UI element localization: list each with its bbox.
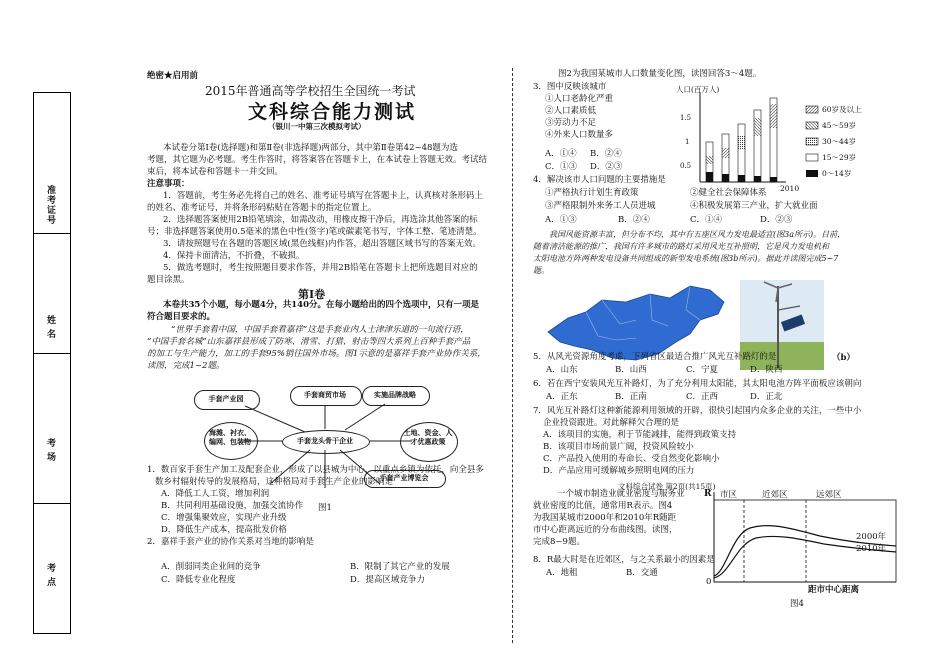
figure-4-origin: 0 (706, 577, 712, 587)
passage-line: 为我国某城市2000年和2010年R随距 (533, 513, 677, 523)
secret-label: 绝密★启用前 (147, 71, 199, 81)
figure-1-label-industrial-park: 手套产业园 (208, 394, 244, 403)
passage-line: 市中心距离远近的分布曲线图。读图， (533, 525, 678, 535)
section-desc-line: 符合题目要求的。 (147, 312, 216, 322)
question-4 (533, 174, 666, 186)
question-4-answer: C．①④ (690, 215, 723, 225)
question-3 (533, 81, 613, 141)
question-4-answer: A．①③ (545, 215, 577, 225)
question-3-answer: D．②③ (590, 162, 623, 172)
passage-line: “中国手套名城”山东嘉祥县形成了防寒、滑雪、打猎、射击等四大系列上百种手套产品 (147, 337, 471, 347)
figure-4-zone-urban: 市区 (720, 490, 738, 500)
notice-line: 2．选择题答案使用2B铅笔填涂，如需改动，用橡皮擦干净后，再选涂其他答案的标 (163, 215, 478, 225)
question-5-option: C．宁夏 (686, 365, 719, 375)
question-2-stem: 2．嘉祥手套产业的协作关系对当地的影响是 (147, 537, 314, 547)
figure-1-label-brand-strategy: 实施品牌战略 (374, 390, 416, 399)
passage-line: 我国风能资源丰富，但分布不均，其中有五座区风力发电最适宜(图3a所示)。目前， (549, 230, 846, 239)
column-divider (512, 68, 513, 643)
passage-line: 完成8~9题。 (533, 537, 585, 547)
question-4-item: ②健全社会保障体系 (690, 188, 767, 198)
question-6-option: C．正西 (686, 392, 719, 402)
figure-2-tick: 1.5 (680, 114, 692, 122)
figure-4-y-axis: R (704, 489, 712, 499)
figure-4-zone-near: 近郊区 (762, 490, 788, 500)
figure-2-tick: 0.5 (680, 162, 692, 170)
question-2-option: D．提高区域竞争力 (350, 575, 425, 585)
question-3-item: ②人口素质低 (545, 106, 597, 116)
figure-1-label-policy: 土地、资金、人才优惠政策 (403, 428, 453, 446)
figure-1-label-expo: 手套产业博览会 (379, 473, 429, 482)
question-4-item: ③严格限制外来务工人员进城 (545, 201, 656, 211)
passage-1 (147, 324, 486, 372)
section-title: 第Ⅰ卷 (298, 288, 326, 301)
question-6-option: D．正北 (750, 392, 783, 402)
figure-2-y-title: 人口(百万人) (676, 85, 720, 94)
figure-2-legend-label: 60岁及以上 (822, 105, 862, 114)
question-5-option: D．陕西 (750, 365, 783, 375)
passage-line: 题。 (533, 266, 549, 275)
question-7-stem: 企业投资跟进。对此解释欠合理的是 (543, 418, 680, 428)
question-8-option: B．交通 (626, 568, 658, 578)
exam-year-title: 2015年普通高等学校招生全国统一考试 (205, 84, 416, 98)
figure-2-legend-label: 45～59岁 (822, 121, 857, 130)
question-2-option: A．削弱同类企业间的竞争 (161, 562, 261, 572)
passage-line: 的加工与生产能力，加工的手套95%销往国外市场。图1示意的是嘉祥手套产业协作关系， (147, 349, 486, 359)
notice-line: 号；非选择题答案使用0.5毫米的黑色中性(签字)笔或碳素笔书写，字体工整、笔迹清楚。 (147, 227, 482, 237)
question-3-answer: B．②④ (590, 149, 622, 159)
figure-4-label-2010: 2010年 (856, 544, 887, 554)
intro-line: 考题，其它题为必考题。考生作答时，将答案答在答题卡上，在本试卷上答题无效。考试结 (147, 155, 488, 165)
binding-strip (33, 92, 71, 634)
intro-block (147, 142, 487, 286)
passage-line: 读图，完成1~2题。 (147, 361, 225, 371)
strip-label-exam-number: 准考证号 (45, 185, 55, 225)
question-8-stem: 8．R最大时是在近郊区，与之关系最小的因素是 (533, 555, 715, 565)
passage-line: 就业密度的比值，通常用R表示。图4 (533, 501, 673, 511)
question-3-answer: C．①③ (545, 162, 578, 172)
question-2-option: C．降低专业化程度 (161, 575, 236, 585)
question-7 (533, 405, 861, 477)
question-7-option: A．该项目的实施，利于节能减排，能得到政策支持 (543, 430, 737, 440)
question-1-option: C．增强集聚效应，实现产业升级 (161, 513, 287, 523)
passage-4 (533, 488, 685, 548)
question-4-stem: 4．解决该市人口问题的主要措施是 (533, 175, 666, 185)
figure-1-label-trade-market: 手套商贸市场 (304, 390, 346, 399)
exam-sub-title: （银川一中第三次模拟考试） (268, 122, 366, 131)
question-1-stem: 1．数百家手套生产加工及配套企业，形成了以县城为中心，以重点乡镇为依托，向全县多 (147, 465, 484, 475)
figure-2-legend-label: 15～29岁 (822, 153, 857, 162)
figure-2-tick: 1 (685, 138, 690, 146)
notice-line: 题目涂黑。 (147, 275, 190, 285)
passage-line: “世界手套看中国，中国手套看嘉祥”这是手套业内人士津津乐道的一句流行语， (171, 325, 469, 335)
figure-2-legend (806, 106, 818, 177)
page-footer: 文科综合试卷 第2页(共15页) (618, 482, 716, 491)
notice-line: 3．请按照题号在各题的答题区域(黑色线框)内作答，超出答题区域书写的答案无效。 (163, 239, 482, 249)
strip-cell-exam-number (34, 93, 70, 234)
figure-2-chart (676, 84, 890, 194)
question-5-option: B．山西 (615, 365, 647, 375)
exam-main-title: 文科综合能力测试 (248, 101, 417, 123)
passage-line: 随着清洁能源的推广，我国有许多城市的路灯采用风光互补照明，它是风力发电机和 (533, 242, 829, 251)
strip-label-site: 考 点 (45, 563, 55, 588)
figure-2-x-label: 2010 (780, 184, 800, 193)
intro-line: 束后，将本试卷和答题卡一并交回。 (147, 167, 284, 177)
figure-2-legend-label: 30～44岁 (822, 137, 857, 146)
question-4-answer: B．②④ (618, 215, 650, 225)
question-3-answer: A．①④ (545, 149, 577, 159)
question-1 (147, 464, 484, 548)
question-5 (533, 351, 776, 363)
figure-4-caption: 图4 (790, 599, 804, 609)
question-8-option: A．地租 (546, 568, 578, 578)
question-4-item: ④积极发展第三产业，扩大就业面 (690, 201, 818, 211)
figure-2-plot (676, 84, 890, 194)
strip-cell-room (34, 353, 70, 504)
figure-4-x-axis: 距市中心距离 (808, 585, 860, 595)
question-4-answer: D．②③ (760, 215, 793, 225)
section-desc (147, 299, 479, 323)
figure-4-chart (700, 484, 900, 614)
question-6-option: B．正南 (615, 392, 647, 402)
passage-3 (533, 229, 845, 277)
figure-4-label-2000: 2000年 (856, 532, 887, 542)
question-5-stem: 5．从风光资源角度考虑，下列省区最适合推广风光互补路灯的是 (533, 352, 777, 362)
question-7-option: C．产品投入使用的寿命长、受自然变化影响小 (543, 454, 720, 464)
notice-line: 1．答题前，考生务必先将自己的姓名、准考证号填写在答题卡上，认真核对条形码上 (163, 191, 483, 201)
question-3-item: ③劳动力不足 (545, 118, 597, 128)
question-1-stem: 数乡村辐射传导的发展格局，这种格局对手套生产企业的影响是 (155, 477, 394, 487)
question-2-option: B．限制了其它产业的发展 (350, 562, 450, 572)
figure-2-bars (706, 98, 777, 182)
question-7-stem: 7．风光互补路灯这种新能源利用领域的开辟，很快引起国内众多企业的关注，一些中小 (533, 406, 862, 416)
question-7-option: B．该项目市场前景广阔，投资风险较小 (543, 442, 694, 452)
intro-line: 本试卷分第Ⅰ卷(选择题)和第Ⅱ卷(非选择题)两部分，其中第Ⅱ卷第42~48题为选 (163, 143, 458, 153)
figure-2-intro: 图2为我国某城市人口数量变化图，读图回答3～4题。 (558, 69, 762, 79)
question-3-item: ①人口老龄化严重 (545, 94, 614, 104)
strip-label-room: 考 场 (45, 438, 55, 463)
passage-line: 一个城市制造业就业密度与服务业 (557, 489, 685, 499)
question-3-stem: 3．图中反映该城市 (533, 82, 607, 92)
question-4-item: ①严格执行计划生育政策 (545, 188, 639, 198)
notice-title: 注意事项： (147, 179, 190, 189)
strip-cell-site (34, 503, 70, 631)
question-1-option: A．降低工人工资，增加利润 (161, 489, 270, 499)
strip-cell-name (34, 233, 70, 354)
figure-4-zone-far: 远郊区 (816, 490, 842, 500)
passage-line: 太阳电池方阵两种发电设备共同组成的新型发电系统(图3b所示)。据此并读图完成5~7 (533, 254, 839, 263)
question-7-option: D．产品应用可缓解城乡照明电网的压力 (543, 466, 695, 476)
strip-label-name: 姓 名 (45, 315, 55, 340)
notice-line: 5．做选考题时，考生按照题目要求作答，并用2B铅笔在答题卡上把所选题目对应的 (163, 263, 478, 273)
notice-line: 4．保持卡面清洁，不折叠，不破损。 (163, 251, 305, 261)
question-1-option: B．共同利用基础设施，加强交流协作 (161, 501, 304, 511)
question-6-stem: 6．若在西宁安装风光互补路灯，为了充分利用太阳能，其太阳电池方阵平面板应该朝向 (533, 379, 862, 389)
figure-2-legend-label: 0～14岁 (822, 169, 852, 178)
figure-1-label-core-enterprise: 手套龙头骨干企业 (297, 436, 353, 445)
figure-1-label-materials: 海潍、衬衣、编网、包装物 (209, 428, 251, 446)
notice-line: 的姓名、准考证号，并将条形码粘贴在答题卡的指定位置上。 (147, 203, 377, 213)
question-5-option: A．山东 (546, 365, 578, 375)
figure-3b-label: （b） (832, 353, 855, 363)
question-6-option: A．正东 (546, 392, 578, 402)
question-3-item: ④外来人口数量多 (545, 130, 614, 140)
section-desc-line: 本卷共35个小题，每小题4分，共140分。在每小题给出的四个选项中，只有一项是 (163, 300, 479, 310)
question-1-option: D．降低生产成本，提高批发价格 (161, 525, 287, 535)
figure-1-caption: 图1 (318, 503, 332, 513)
